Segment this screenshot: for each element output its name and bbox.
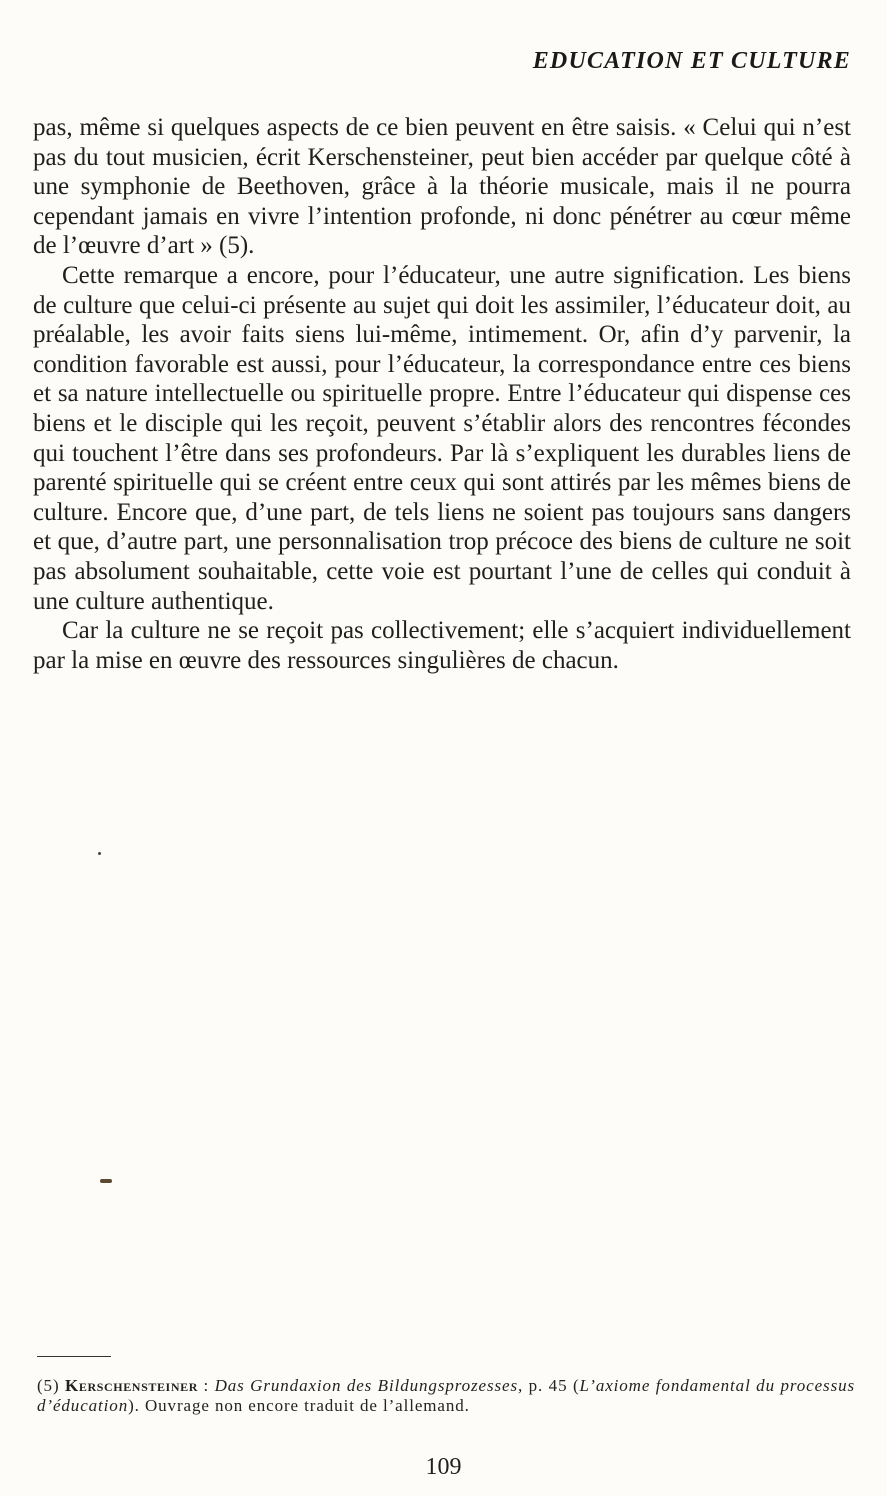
footnote-number: (5) (37, 1376, 60, 1395)
footnote-note: ). Ouvrage non encore traduit de l’allemand. (128, 1395, 470, 1415)
body-text (33, 113, 851, 675)
paper-speck (100, 1179, 112, 1183)
paragraph-1: pas, même si quelques aspects de ce bien peuvent en être saisis. « Celui qui n’est pas du tout musicien, écrit Kerschensteiner, peut bien accéder par quelque côté à une symphonie de Beethoven, grâce à la théorie musicale, mais il ne pourra cependant jamais en vivre l’intention profonde, ni donc pénétrer au cœur même de l’œuvre d’art » (5). (33, 114, 851, 260)
footnote (37, 1376, 855, 1415)
paragraph-2: Cette remarque a encore, pour l’éducateur, une autre signification. Les biens de culture que celui-ci présente au sujet qui doit les assimiler, l’éducateur doit, au préalable, les avoir faits siens lui-même, intimement. Or, afin d’y parvenir, la condition favorable est aussi, pour l’éducateur, la correspondance entre ces biens et sa nature intellectuelle ou spirituelle propre. Entre l’éducateur qui dispense ces biens et le disciple qui les reçoit, peuvent s’établir alors des rencontres fécondes qui touchent l’être dans ses profondeurs. Par là s’expliquent les durables liens de parenté spirituelle qui se créent entre ceux qui sont attirés par les mêmes biens de culture. Encore que, d’une part, de tels liens ne soient pas toujours sans dangers et que, d’autre part, une personnalisation trop précoce des biens de culture ne soit pas absolument souhaitable, cette voie est pourtant l’une de celles qui conduit à une culture authentique. (33, 261, 851, 615)
page-number: 109 (425, 1454, 462, 1480)
footnote-title: Das Grundaxion des Bildungsprozesses, (214, 1376, 524, 1395)
paper-speck (98, 852, 101, 855)
footnote-separator: : (203, 1376, 210, 1395)
footnote-rule (37, 1356, 111, 1357)
footnote-translation: L’axiome fondamental du processus d’éducation (37, 1376, 855, 1415)
footnote-author: Kerschensteiner (65, 1376, 198, 1395)
footnote-page: p. 45 ( (528, 1376, 580, 1395)
paragraph-3: Car la culture ne se reçoit pas collectivement; elle s’acquiert individuellement par la mise en œuvre des ressources singulières de chacun. (33, 617, 851, 674)
running-head: EDUCATION ET CULTURE (532, 48, 851, 74)
